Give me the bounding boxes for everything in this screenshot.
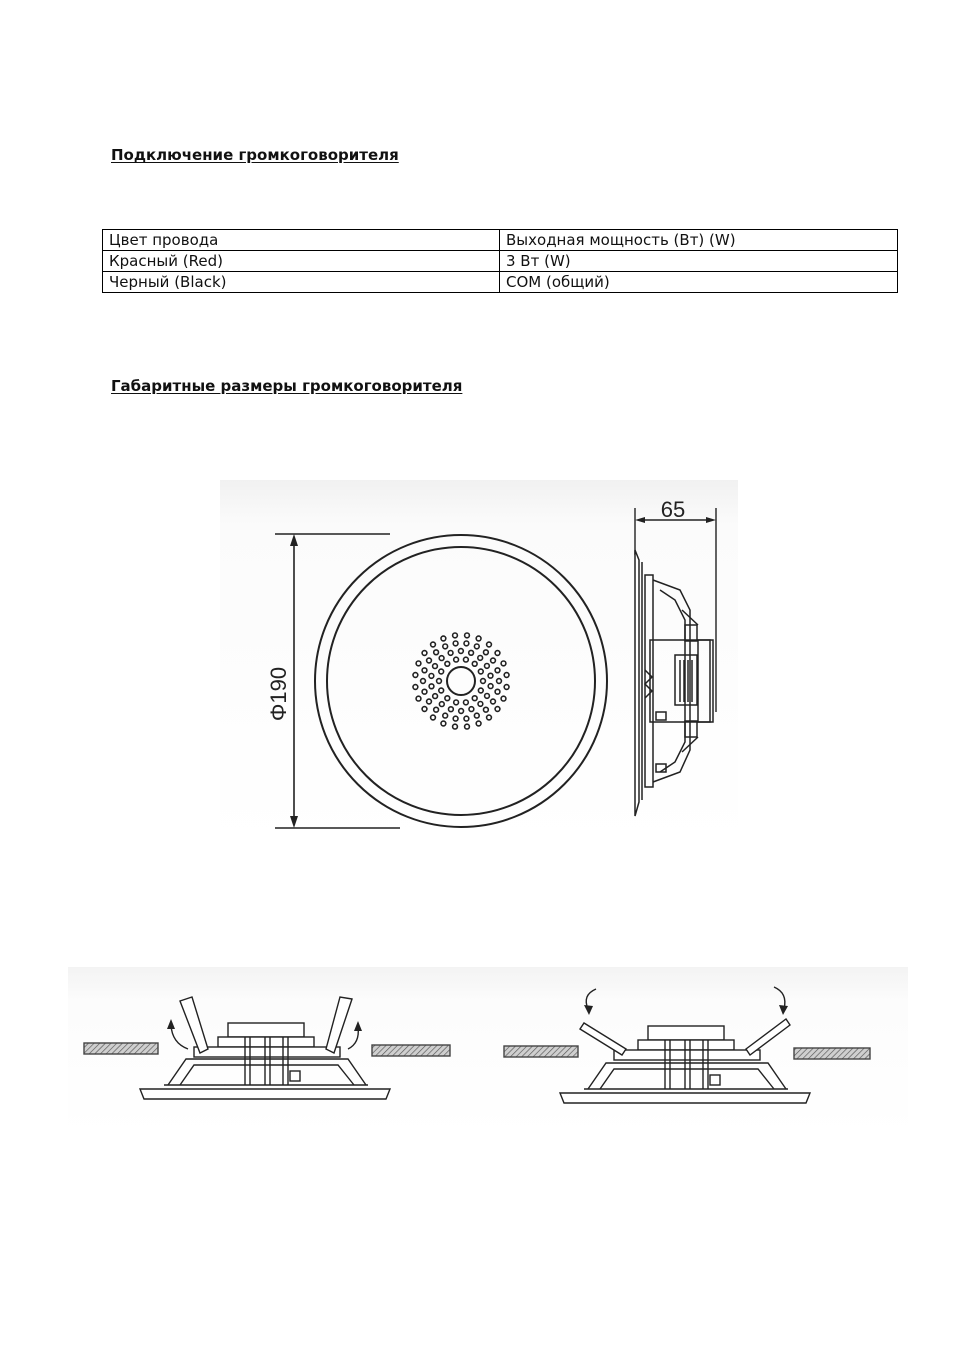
section-title-connection: Подключение громкоговорителя: [111, 146, 399, 164]
table-cell: 3 Вт (W): [500, 251, 898, 272]
section-title-dimensions: Габаритные размеры громкоговорителя: [111, 377, 463, 395]
mounting-illustration: [68, 967, 908, 1137]
table-row: [103, 251, 898, 272]
diameter-label: Φ190: [266, 666, 291, 722]
table-row: [103, 272, 898, 293]
table-cell: Красный (Red): [103, 251, 500, 272]
table-cell: COM (общий): [500, 272, 898, 293]
wire-table: [102, 229, 898, 293]
table-cell: Цвет провода: [103, 230, 500, 251]
table-header-row: [103, 230, 898, 251]
table-cell: Выходная мощность (Вт) (W): [500, 230, 898, 251]
speaker-dimension-drawing: [220, 480, 738, 848]
depth-label: 65: [660, 497, 686, 522]
table-cell: Черный (Black): [103, 272, 500, 293]
